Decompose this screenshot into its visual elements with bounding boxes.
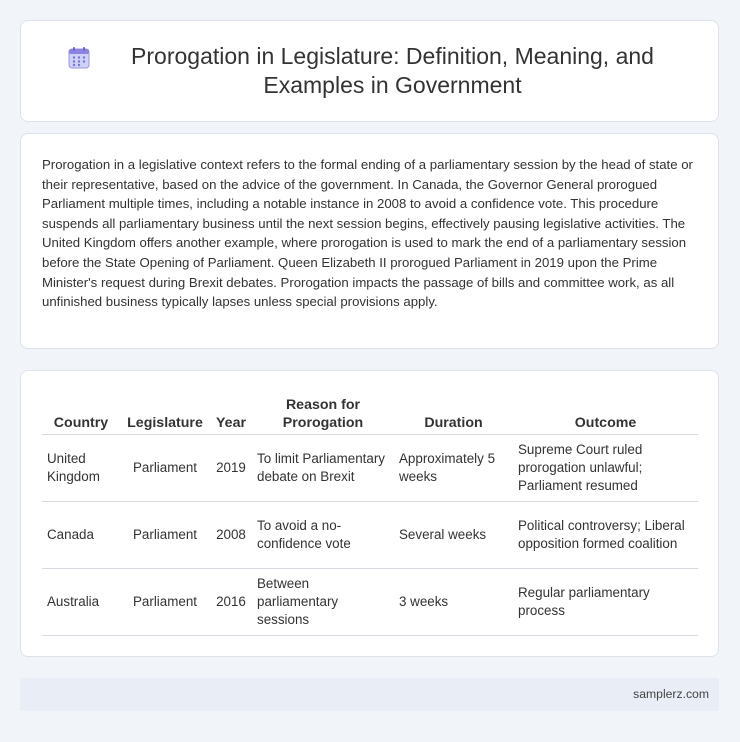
table-row <box>42 502 698 569</box>
cell-country: Canada <box>42 502 120 569</box>
cell-outcome: Political controversy; Liberal opposition formed coalition <box>513 502 698 569</box>
cell-duration: 3 weeks <box>394 569 513 636</box>
table-row <box>42 569 698 636</box>
column-header-year: Year <box>210 393 252 435</box>
cell-legislature: Parliament <box>120 502 210 569</box>
cell-country: United Kingdom <box>42 435 120 502</box>
footer-site-link[interactable]: samplerz.com <box>633 687 709 701</box>
cell-year: 2019 <box>210 435 252 502</box>
column-header-outcome: Outcome <box>513 393 698 435</box>
cell-year: 2008 <box>210 502 252 569</box>
table-row <box>42 435 698 502</box>
table-header-row <box>42 393 698 435</box>
table-card <box>20 370 719 657</box>
footer-bar <box>20 678 719 711</box>
cell-reason: To avoid a no-confidence vote <box>252 502 394 569</box>
cell-legislature: Parliament <box>120 435 210 502</box>
column-header-country: Country <box>42 393 120 435</box>
cell-outcome: Regular parliamentary process <box>513 569 698 636</box>
calendar-icon <box>67 46 91 70</box>
cell-outcome: Supreme Court ruled prorogation unlawful; Parliament resumed <box>513 435 698 502</box>
description-text: Prorogation in a legislative context refers to the formal ending of a parliamentary session by the head of state or their representative, based on the advice of the government. In Canada, the Governor General prorogued Parliament multiple times, including a notable instance in 2008 to avoid a confidence vote. This procedure suspends all parliamentary business until the next session begins, effectively pausing legislative activities. The United Kingdom offers another example, where prorogation is used to mark the end of a parliamentary session before the State Opening of Parliament. Queen Elizabeth II prorogued Parliament in 2019 upon the Prime Minister's request during Brexit debates. Prorogation impacts the passage of bills and committee work, as all unfinished business typically lapses unless special provisions apply. <box>42 157 693 310</box>
cell-country: Australia <box>42 569 120 636</box>
column-header-duration: Duration <box>394 393 513 435</box>
prorogation-table <box>42 393 698 636</box>
column-header-reason: Reason for Prorogation <box>252 393 394 435</box>
cell-reason: Between parliamentary sessions <box>252 569 394 636</box>
cell-duration: Several weeks <box>394 502 513 569</box>
cell-reason: To limit Parliamentary debate on Brexit <box>252 435 394 502</box>
column-header-legislature: Legislature <box>120 393 210 435</box>
cell-year: 2016 <box>210 569 252 636</box>
description-card <box>20 133 719 349</box>
header-card <box>20 20 719 122</box>
cell-duration: Approximately 5 weeks <box>394 435 513 502</box>
page-title: Prorogation in Legislature: Definition, Meaning, and Examples in Government <box>131 43 654 98</box>
cell-legislature: Parliament <box>120 569 210 636</box>
